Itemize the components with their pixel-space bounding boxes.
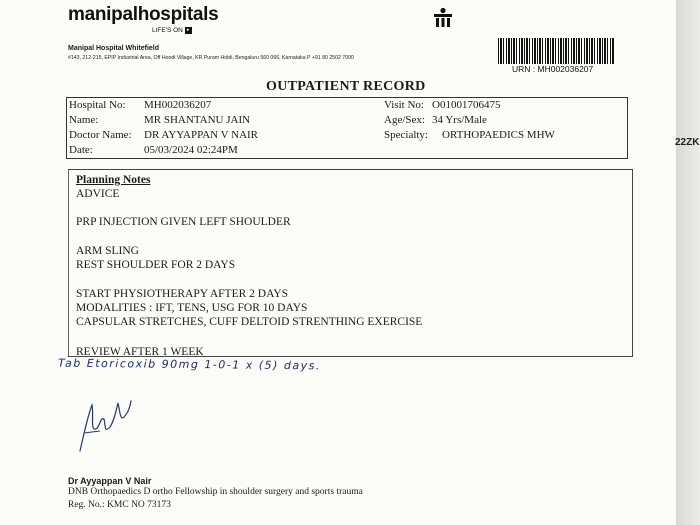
doctor-footer-name: Dr Ayyappan V Nair [68,476,152,486]
tagline-text: LIFE'S ON [152,27,183,35]
name-value: MR SHANTANU JAIN [144,114,251,126]
age-sex-label: Age/Sex: [384,114,425,126]
urn-label: URN : MH002036207 [512,64,594,74]
note-line: MODALITIES : IFT, TENS, USG FOR 10 DAYS [76,302,308,314]
hospital-no-value: MH002036207 [144,99,212,111]
name-label: Name: [69,114,99,126]
doctor-registration: Reg. No.: KMC NO 73173 [68,500,171,510]
logo-tagline [152,27,192,34]
date-value: 05/03/2024 02:24PM [144,144,238,156]
visit-no-label: Visit No: [384,99,424,111]
hospital-logo: manipalhospitals [68,4,219,25]
planning-notes-heading: Planning Notes [76,174,151,186]
visit-no-value: O01001706475 [432,99,501,111]
doctor-signature [74,393,136,455]
doctor-value: DR AYYAPPAN V NAIR [144,129,259,141]
note-line: PRP INJECTION GIVEN LEFT SHOULDER [76,216,291,228]
specialty-value: ORTHOPAEDICS MHW [442,129,555,141]
note-line: CAPSULAR STRETCHES, CUFF DELTOID STRENTHING EXERCISE [76,316,423,328]
handwritten-prescription: Tab Etoricoxib 90mg 1-0-1 x (5) days. [57,356,321,373]
specialty-label: Specialty: [384,129,428,141]
hospital-no-label: Hospital No: [69,99,126,111]
underlying-page-edge [676,0,700,525]
note-line: REST SHOULDER FOR 2 DAYS [76,259,236,271]
note-line: ARM SLING [76,245,139,257]
doctor-label: Doctor Name: [69,129,132,141]
age-sex-value: 34 Yrs/Male [432,114,487,126]
page-title: OUTPATIENT RECORD [266,79,426,94]
barcode [498,38,614,64]
hospital-address: #143, 212-215, EPIP Industrial Area, Off Hoodi Village, KR Puram Hobli, Bengaluru 560 066, Karnataka P +91 80 2502 7000 [68,55,354,61]
manipal-emblem-icon [432,7,454,29]
edge-text: 22ZK [675,137,700,148]
date-label: Date: [69,144,93,156]
tagline-mark-icon: ▸ [185,27,192,34]
hospital-name: Manipal Hospital Whitefield [68,45,160,52]
note-line: ADVICE [76,188,120,200]
doctor-qualification: DNB Orthopaedics D ortho Fellowship in shoulder surgery and sports trauma [68,487,363,497]
note-line: START PHYSIOTHERAPY AFTER 2 DAYS [76,288,289,300]
note-line: REVIEW AFTER 1 WEEK [76,346,204,358]
patient-info-box [66,97,628,159]
planning-notes-box [68,169,633,357]
